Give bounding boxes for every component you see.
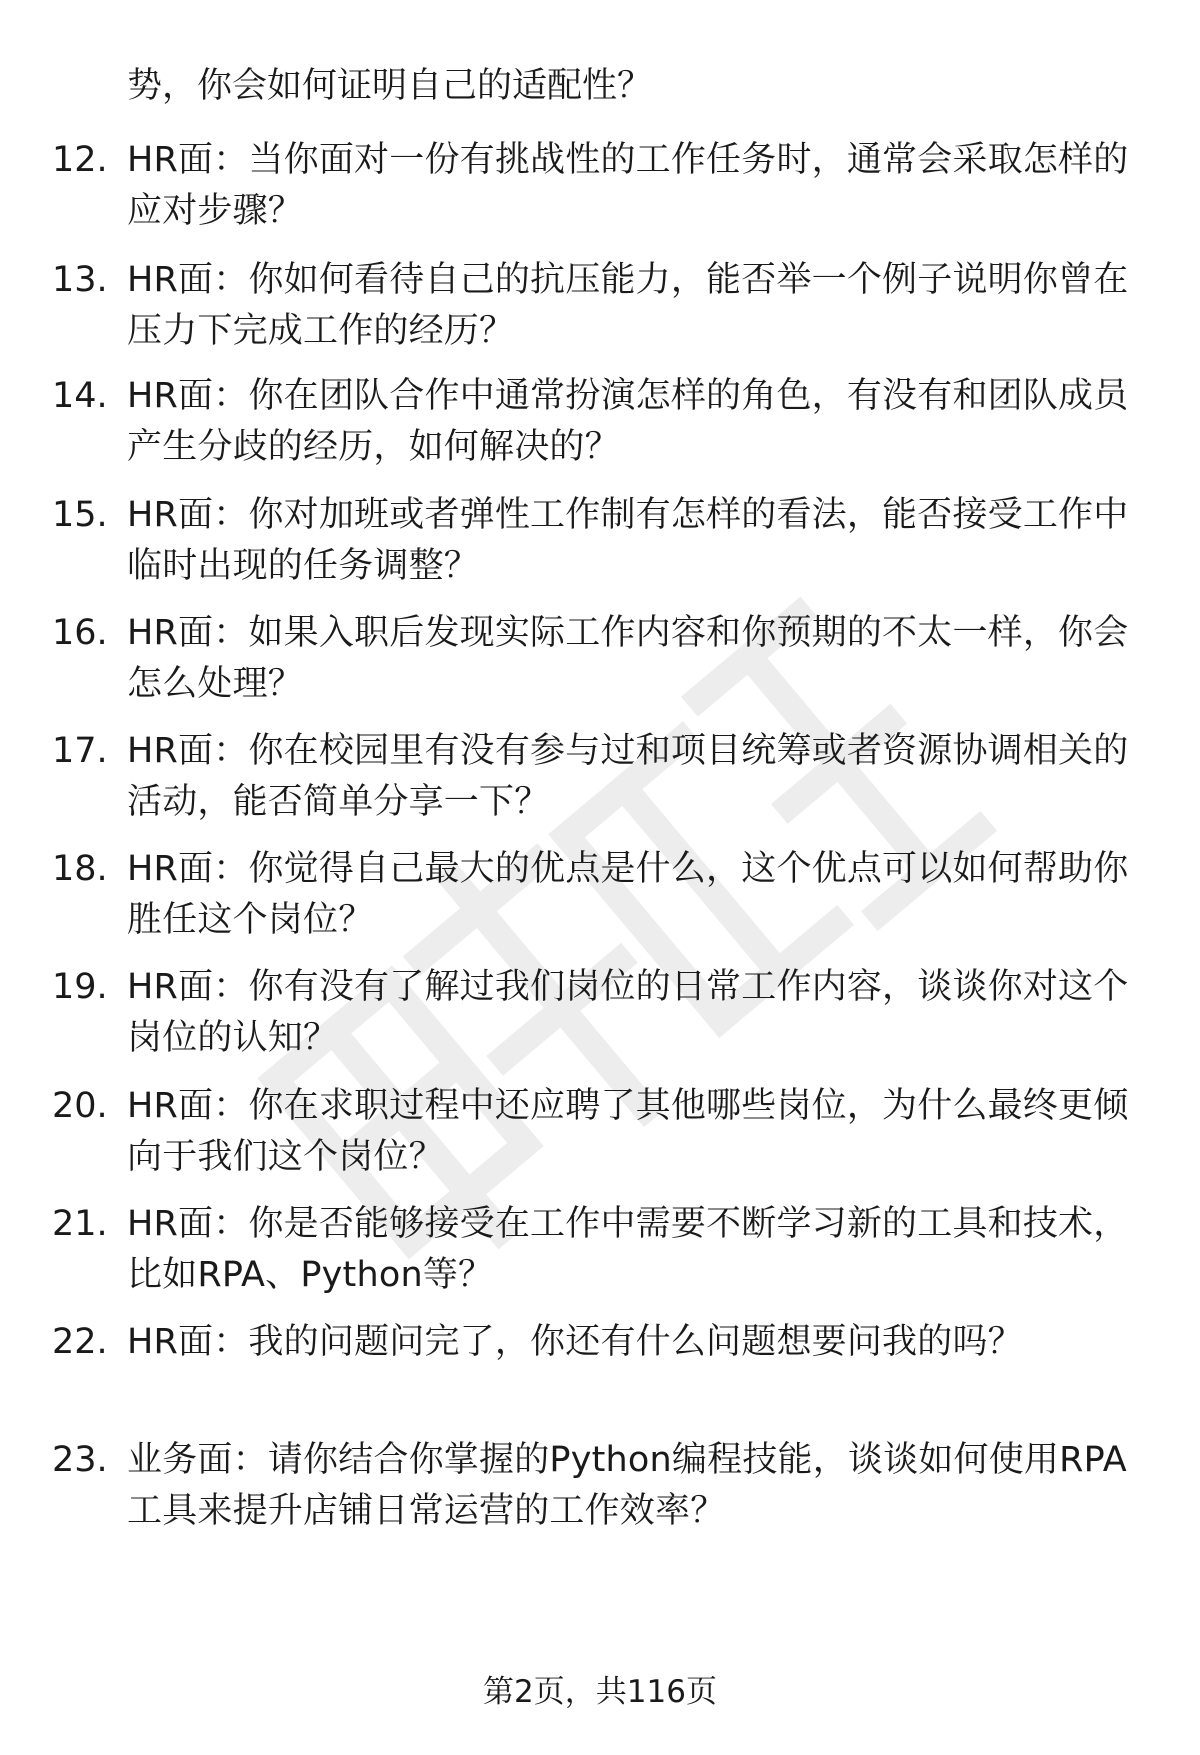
item-text-line: 胜任这个岗位？: [127, 900, 374, 940]
list-item: [0, 1316, 1200, 1426]
list-item: [0, 1198, 1200, 1308]
item-text-line: HR面：你觉得自己最大的优点是什么，这个优点可以如何帮助你: [127, 849, 1129, 889]
list-item: [0, 843, 1200, 953]
item-text-line: HR面：你如何看待自己的抗压能力，能否举一个例子说明你曾在: [127, 260, 1129, 300]
item-number: 12.: [52, 140, 108, 180]
item-text-line: HR面：你对加班或者弹性工作制有怎样的看法，能否接受工作中: [127, 495, 1129, 535]
item-number: 17.: [52, 731, 108, 771]
item-text-line: HR面：你在校园里有没有参与过和项目统筹或者资源协调相关的: [127, 731, 1129, 771]
item-text-line: 向于我们这个岗位？: [127, 1137, 444, 1177]
item-number: 18.: [52, 849, 108, 889]
item-text-line: HR面：你是否能够接受在工作中需要不断学习新的工具和技术，: [127, 1204, 1129, 1244]
item-text-line: HR面：当你面对一份有挑战性的工作任务时，通常会采取怎样的: [127, 140, 1129, 180]
item-text-line: HR面：你在团队合作中通常扮演怎样的角色，有没有和团队成员: [127, 376, 1129, 416]
item-text-line: HR面：你有没有了解过我们岗位的日常工作内容，谈谈你对这个: [127, 967, 1129, 1007]
list-item: [0, 134, 1200, 244]
page-footer: 第2页，共116页: [483, 1674, 717, 1710]
item-text-line: 怎么处理？: [127, 664, 304, 704]
item-text-line: HR面：如果入职后发现实际工作内容和你预期的不太一样，你会: [127, 613, 1129, 653]
item-number: 22.: [52, 1322, 108, 1362]
item-text-line: 工具来提升店铺日常运营的工作效率？: [127, 1491, 726, 1531]
list-item: [0, 370, 1200, 480]
list-item: [0, 607, 1200, 717]
list-item: [0, 254, 1200, 364]
item-text-line: 比如RPA、Python等？: [127, 1255, 494, 1295]
list-item: [0, 1080, 1200, 1190]
item-number: 15.: [52, 495, 108, 535]
list-item: [0, 1434, 1200, 1544]
continuation-line: 势，你会如何证明自己的适配性？: [127, 66, 653, 106]
item-text-line: 业务面：请你结合你掌握的Python编程技能，谈谈如何使用RPA: [127, 1440, 1127, 1480]
list-item: [0, 961, 1200, 1071]
item-text-line: 活动，能否简单分享一下？: [127, 782, 550, 822]
item-number: 19.: [52, 967, 108, 1007]
item-number: 16.: [52, 613, 108, 653]
item-number: 13.: [52, 260, 108, 300]
item-number: 14.: [52, 376, 108, 416]
item-text-line: HR面：我的问题问完了，你还有什么问题想要问我的吗？: [127, 1322, 1023, 1362]
item-number: 20.: [52, 1086, 108, 1126]
item-text-line: 压力下完成工作的经历？: [127, 311, 515, 351]
item-number: 21.: [52, 1204, 108, 1244]
item-text-line: 产生分歧的经历，如何解决的？: [127, 427, 620, 467]
item-text-line: 应对步骤？: [127, 191, 304, 231]
item-text-line: 临时出现的任务调整？: [127, 546, 480, 586]
item-number: 23.: [52, 1440, 108, 1480]
item-text-line: HR面：你在求职过程中还应聘了其他哪些岗位，为什么最终更倾: [127, 1086, 1129, 1126]
item-text-line: 岗位的认知？: [127, 1018, 339, 1058]
list-item: [0, 489, 1200, 599]
list-item: [0, 725, 1200, 835]
